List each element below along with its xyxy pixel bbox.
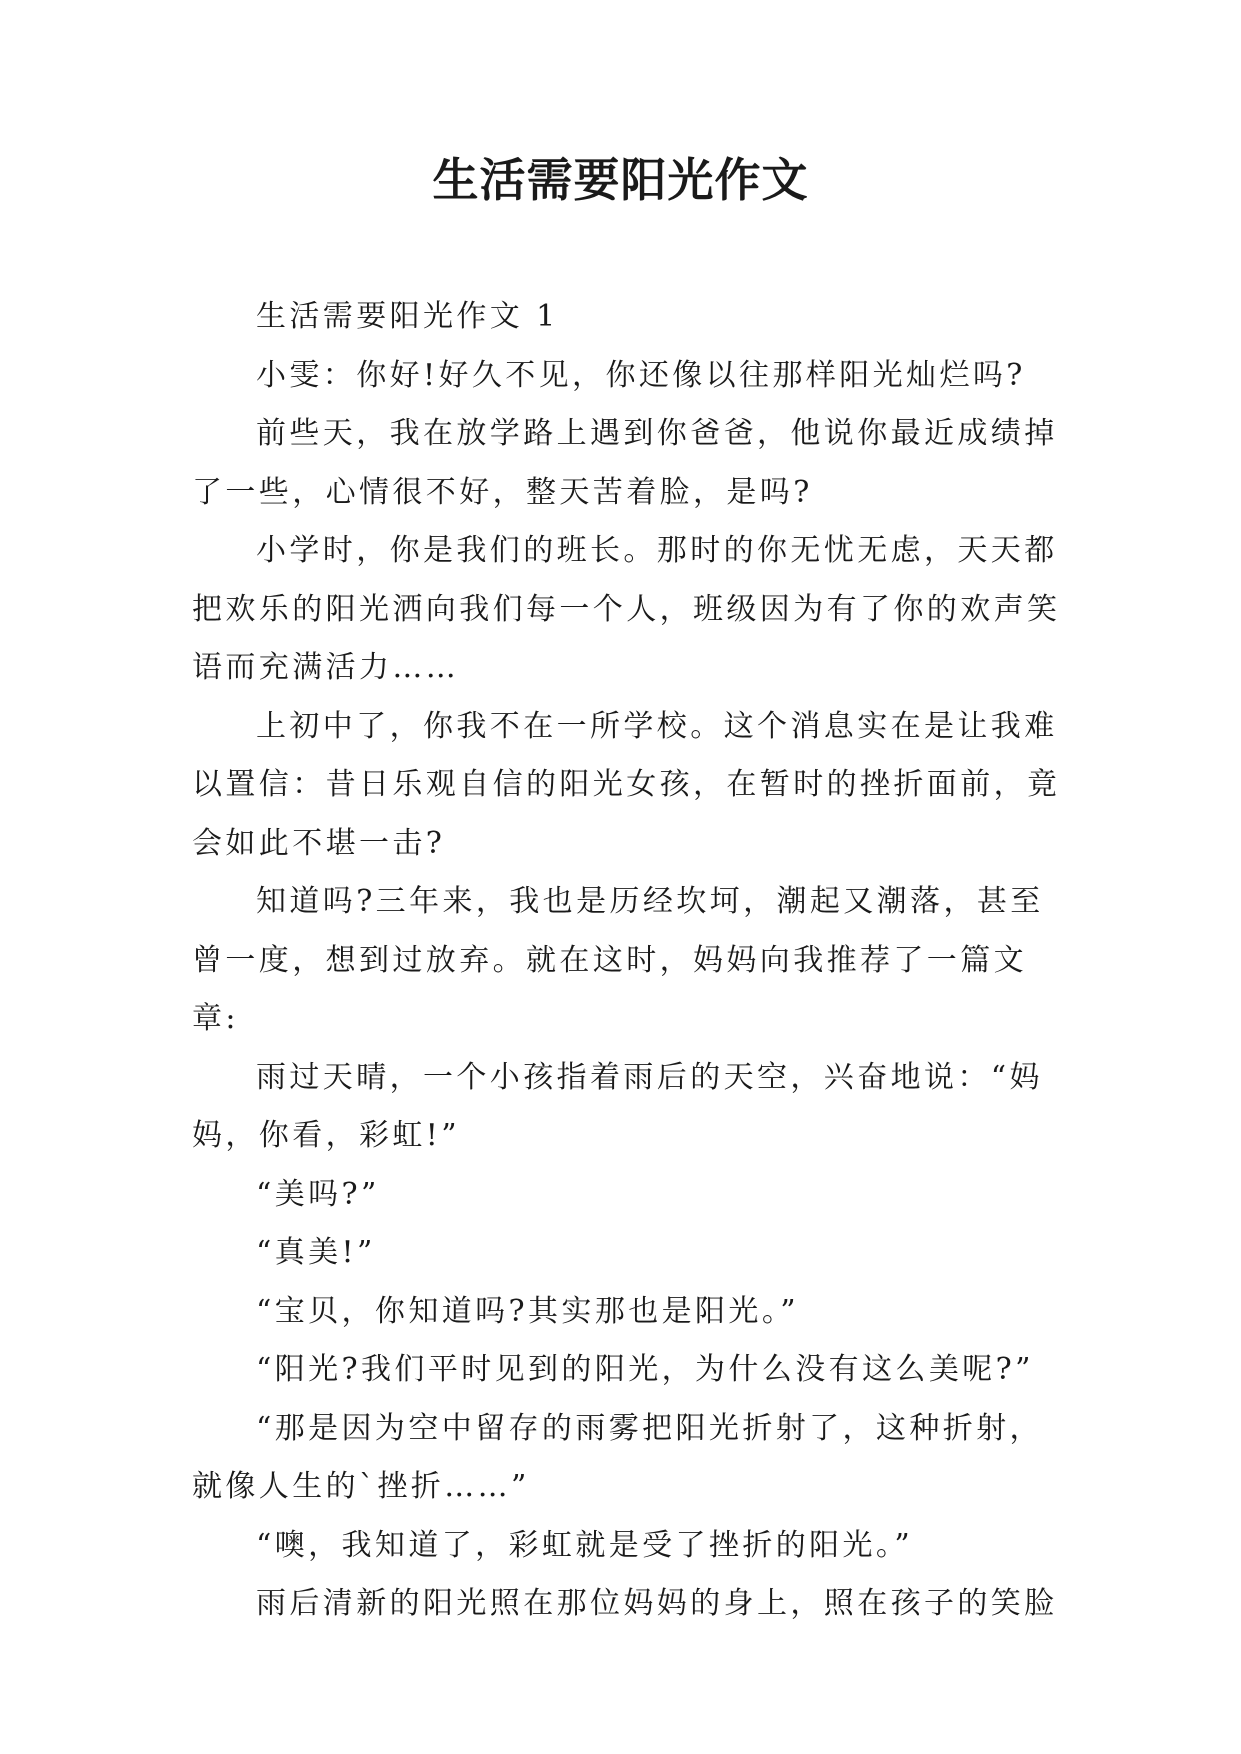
paragraph: 前些天，我在放学路上遇到你爸爸，他说你最近成绩掉了一些，心情很不好，整天苦着脸，是吗? — [192, 416, 1058, 510]
dialogue-line: “噢，我知道了，彩虹就是受了挫折的阳光。” — [256, 1527, 914, 1563]
dialogue-line: “真美!” — [256, 1235, 376, 1270]
paragraph: 雨过天晴，一个小孩指着雨后的天空，兴奋地说：“妈妈，你看，彩虹!” — [192, 1059, 1043, 1153]
paragraph: 小学时，你是我们的班长。那时的你无忧无虑，天天都把欢乐的阳光洒向我们每一个人，班级因为有了你的欢声笑语而充满活力…… — [192, 533, 1061, 685]
document-body — [192, 288, 1072, 1634]
dialogue-line: “宝贝，你知道吗?其实那也是阳光。” — [256, 1293, 799, 1329]
paragraph: 上初中了，你我不在一所学校。这个消息实在是让我难以置信：昔日乐观自信的阳光女孩，在暂时的挫折面前，竟会如此不堪一击? — [192, 708, 1061, 861]
paragraph: 知道吗?三年来，我也是历经坎坷，潮起又潮落，甚至曾一度，想到过放弃。就在这时，妈妈向我推荐了一篇文章: — [192, 884, 1044, 1036]
paragraph: 雨后清新的阳光照在那位妈妈的身上，照在孩子的笑脸 — [256, 1586, 1058, 1621]
paragraph-section-heading: 生活需要阳光作文 1 — [256, 299, 559, 334]
dialogue-line: “阳光?我们平时见到的阳光，为什么没有这么美呢?” — [256, 1352, 1034, 1387]
dialogue-line: “那是因为空中留存的雨雾把阳光折射了，这种折射，就像人生的`挫折……” — [192, 1410, 1043, 1504]
paragraph-greeting: 小雯：你好!好久不见，你还像以往那样阳光灿烂吗? — [256, 357, 1026, 393]
dialogue-line: “美吗?” — [256, 1176, 380, 1212]
document-title: 生活需要阳光作文 — [432, 153, 809, 207]
